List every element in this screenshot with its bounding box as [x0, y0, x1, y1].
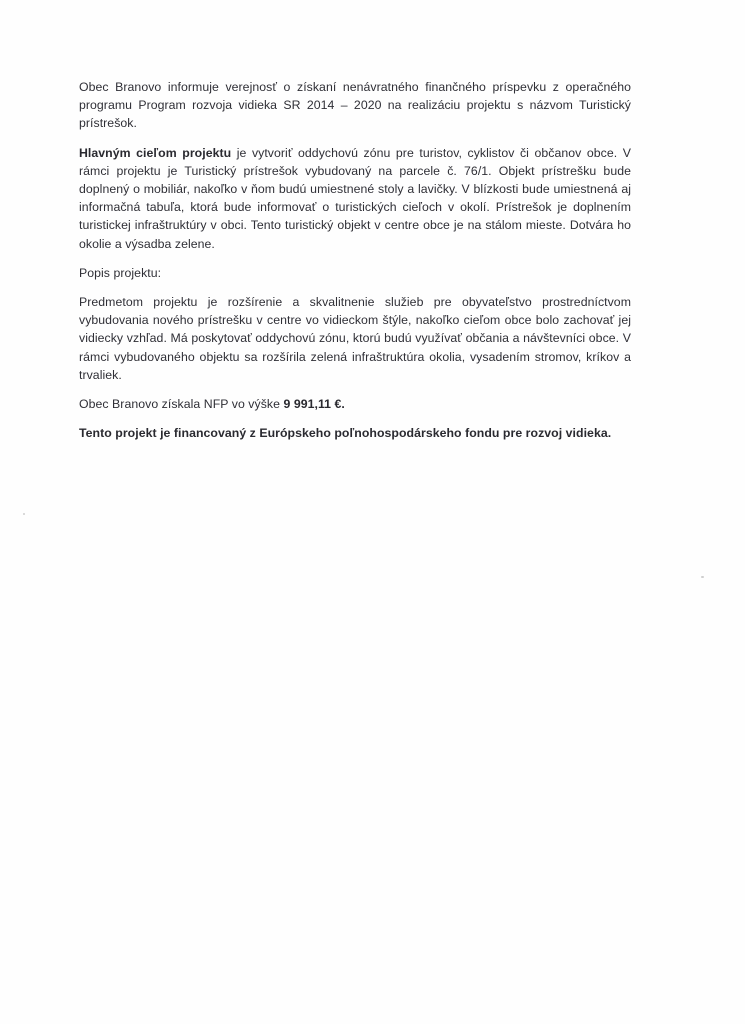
document-body [79, 78, 631, 442]
paragraph-spacer [79, 282, 631, 293]
project-description-label: Popis projektu: [79, 265, 162, 280]
scan-speck [23, 513, 25, 515]
funding-statement: Tento projekt je financovaný z Európskeho poľnohospodárskeho fondu pre rozvoj vidieka. [79, 426, 612, 441]
main-goal-paragraph [79, 144, 631, 253]
project-description-paragraph: Predmetom projektu je rozšírenie a skvalitnenie služieb pre obyvateľstvo prostredníctvom vybudovania nového prístrešku v centre vo vidieckom štýle, nakoľko cieľom obce bolo zachovať jej vidiecky vzhľad. Má poskytovať oddychovú zónu, ktorú budú využívať občania a návštevníci obce. V rámci vybudovaného objektu sa rozšírila zelená infraštruktúra okolia, vysadením stromov, kríkov a trvaliek. [79, 295, 631, 382]
intro-paragraph: Obec Branovo informuje verejnosť o získaní nenávratného finančného príspevku z operačného programu Program rozvoja vidieka SR 2014 – 2020 na realizáciu projektu s názvom Turistický prístrešok. [79, 80, 631, 131]
paragraph-spacer [79, 384, 631, 395]
grant-amount-text: Obec Branovo získala NFP vo výške [79, 397, 284, 412]
main-goal-heading: Hlavným cieľom projektu [79, 145, 232, 160]
scan-speck [701, 576, 704, 578]
grant-amount-value: 9 991,11 €. [283, 397, 345, 412]
paragraph-spacer [79, 133, 631, 144]
paragraph-spacer [79, 253, 631, 264]
main-goal-text: je vytvoriť oddychovú zónu pre turistov, cyklistov či občanov obce. V rámci projektu je Turistický prístrešok vybudovaný na parcele č. 76/1. Objekt prístrešku bude doplnený o mobiliár, nakoľko v ňom budú umiestnené stoly a lavičky. V blízkosti bude umiestnená aj informačná tabuľa, ktorá bude informovať o turistických cieľoch v okolí. Prístrešok je doplnením turistickej infraštruktúry v obci. Tento turistický objekt v centre obce je na stálom mieste. Dotvára ho okolie a výsadba zelene. [79, 145, 631, 251]
paragraph-spacer [79, 413, 631, 424]
grant-amount-paragraph [79, 395, 631, 413]
